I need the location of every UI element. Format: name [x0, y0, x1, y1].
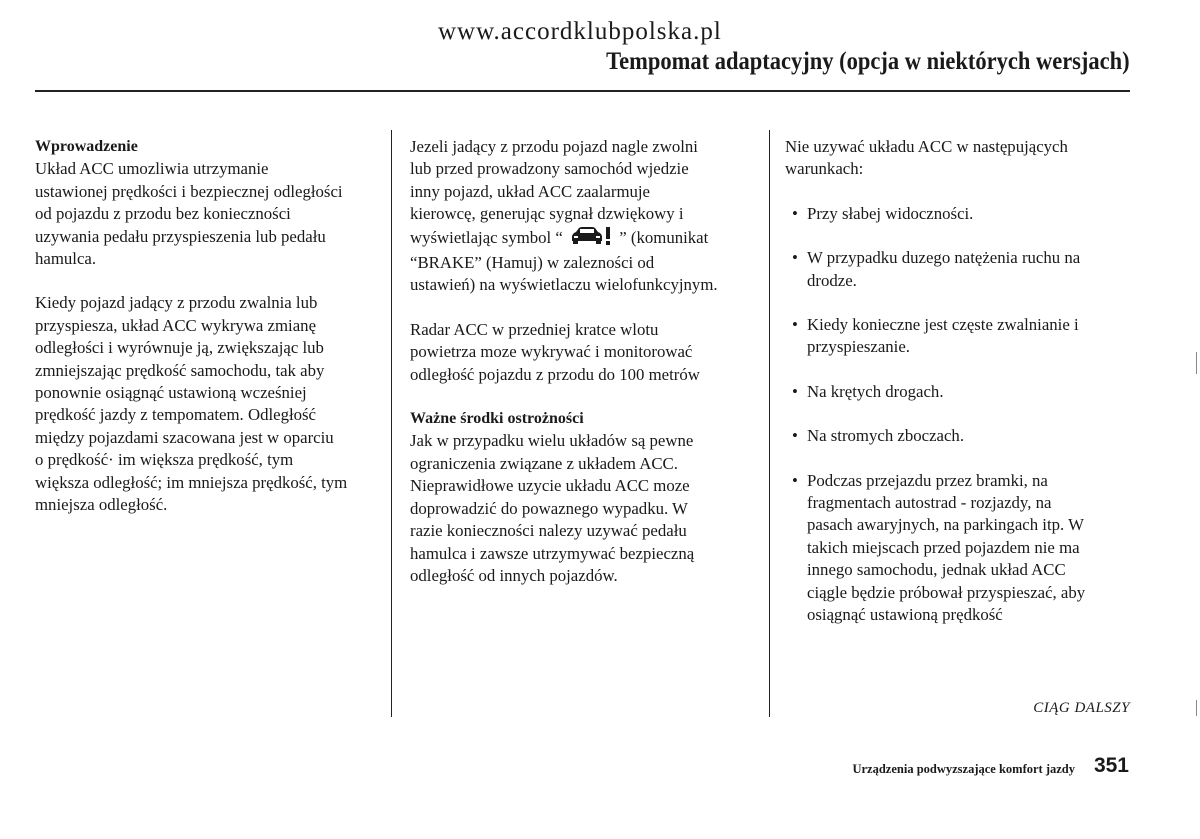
column-conditions: [785, 136, 1130, 649]
text-line: ustawionej prędkości i bezpiecznej odległości: [35, 181, 343, 201]
text-line: • Na krętych drogach.: [807, 381, 944, 401]
text-line: prędkość jazdy z tempomatem. Odległość: [35, 405, 316, 425]
text-line: ustawień) na wyświetlaczu wielofunkcyjnym.: [410, 275, 718, 295]
text-line: fragmentach autostrad - rozjazdy, na: [807, 493, 1052, 513]
car-exclamation-icon: [569, 226, 613, 252]
paragraph: [785, 136, 1130, 181]
paragraph: [35, 158, 375, 270]
text-line: mniejsza odległość.: [35, 495, 168, 515]
section-heading-introduction: Wprowadzenie: [35, 138, 138, 155]
text-line: kierowcę, generując sygnał dzwiękowy i: [410, 204, 684, 224]
scan-margin-mark: [1196, 700, 1197, 716]
list-item: [785, 470, 1130, 627]
column-warnings: [410, 136, 755, 609]
text-line: • W przypadku duzego natężenia ruchu na: [807, 248, 1081, 268]
paragraph: [410, 319, 755, 386]
text-line: Kiedy pojazd jadący z przodu zwalnia lub: [35, 293, 318, 313]
conditions-list: [785, 203, 1130, 627]
column-divider: [391, 130, 392, 717]
text-line: innego samochodu, jednak układ ACC: [807, 560, 1066, 580]
paragraph: [410, 430, 755, 587]
list-item: [785, 203, 1130, 225]
text-line: osiągnąć ustawioną prędkość: [807, 605, 1003, 625]
text-line: warunkach:: [785, 159, 864, 179]
text-line: odległość pojazdu z przodu do 100 metrów: [410, 364, 700, 384]
text-line: takich miejscach przed pojazdem nie ma: [807, 537, 1080, 557]
text-line: Nieprawidłowe uzycie układu ACC moze: [410, 476, 690, 496]
text-line: zmniejszając prędkość samochodu, tak aby: [35, 360, 325, 380]
text-line: pasach awaryjnych, na parkingach itp. W: [807, 515, 1084, 535]
column-introduction: [35, 136, 375, 539]
text-line: razie konieczności nalezy uzywać pedału: [410, 521, 687, 541]
list-item: [785, 314, 1130, 359]
text-line: hamulca i zawsze utrzymywać bezpieczną: [410, 543, 695, 563]
text-line: powietrza moze wykrywać i monitorować: [410, 342, 693, 362]
text-fragment: wyświetlając symbol “: [410, 227, 563, 247]
text-line: między pojazdami szacowana jest w oparciu: [35, 427, 334, 447]
paragraph: [35, 292, 375, 516]
text-line: większa odległość; im mniejsza prędkość, tym: [35, 472, 348, 492]
page-number: 351: [1093, 754, 1129, 777]
text-line: lub przed prowadzony samochód wjedzie: [410, 159, 689, 179]
page-title: Tempomat adaptacyjny (opcja w niektórych wersjach): [606, 48, 1130, 75]
section-heading-precautions: Ważne środki ostrożności: [410, 410, 584, 428]
text-line: Układ ACC umozliwia utrzymanie: [35, 159, 269, 179]
scan-margin-mark: [1196, 352, 1197, 374]
text-line: inny pojazd, układ ACC zaalarmuje: [410, 181, 651, 201]
list-item: [785, 381, 1130, 403]
text-line-with-icon: [410, 226, 755, 252]
text-line: • Kiedy konieczne jest częste zwalnianie i: [807, 315, 1079, 335]
text-line: drodze.: [807, 270, 857, 290]
text-line: • Na stromych zboczach.: [807, 426, 965, 446]
text-line: Radar ACC w przedniej kratce wlotu: [410, 319, 659, 339]
site-url: www.accordklubpolska.pl: [438, 18, 722, 45]
continued-label: CIĄG DALSZY: [1033, 700, 1130, 716]
text-line: doprowadzić do powaznego wypadku. W: [410, 498, 688, 518]
text-line: uzywania pedału przyspieszenia lub pedału: [35, 226, 326, 246]
text-line: odległość od innych pojazdów.: [410, 565, 618, 585]
text-line: przyspiesza, układ ACC wykrywa zmianę: [35, 315, 317, 335]
text-line: ciągle będzie próbował przyspieszać, aby: [807, 582, 1086, 602]
text-line: ograniczenia związane z układem ACC.: [410, 453, 678, 473]
text-line: • Podczas przejazdu przez bramki, na: [807, 470, 1048, 490]
text-line: od pojazdu z przodu bez konieczności: [35, 204, 291, 224]
text-line: ponownie osiągnąć ustawioną wcześniej: [35, 383, 307, 403]
header-rule: [35, 90, 1130, 92]
text-line: o prędkość· im większa prędkość, tym: [35, 450, 294, 470]
text-line: hamulca.: [35, 249, 97, 269]
text-fragment: ” (komunikat: [619, 227, 709, 247]
list-item: [785, 425, 1130, 447]
text-line: Jak w przypadku wielu układów są pewne: [410, 431, 694, 451]
footer-section-label: Urządzenia podwyzszające komfort jazdy: [852, 762, 1075, 776]
text-line: Nie uzywać układu ACC w następujących: [785, 137, 1068, 156]
list-item: [785, 247, 1130, 292]
text-line: odległości i wyrównuje ją, zwiększając lub: [35, 338, 324, 358]
paragraph: [410, 136, 755, 297]
column-divider: [769, 130, 770, 717]
text-line: Jezeli jadący z przodu pojazd nagle zwolni: [410, 137, 698, 156]
text-line: • Przy słabej widoczności.: [807, 203, 974, 223]
text-line: “BRAKE” (Hamuj) w zalezności od: [410, 253, 655, 273]
text-line: przyspieszanie.: [807, 337, 910, 357]
